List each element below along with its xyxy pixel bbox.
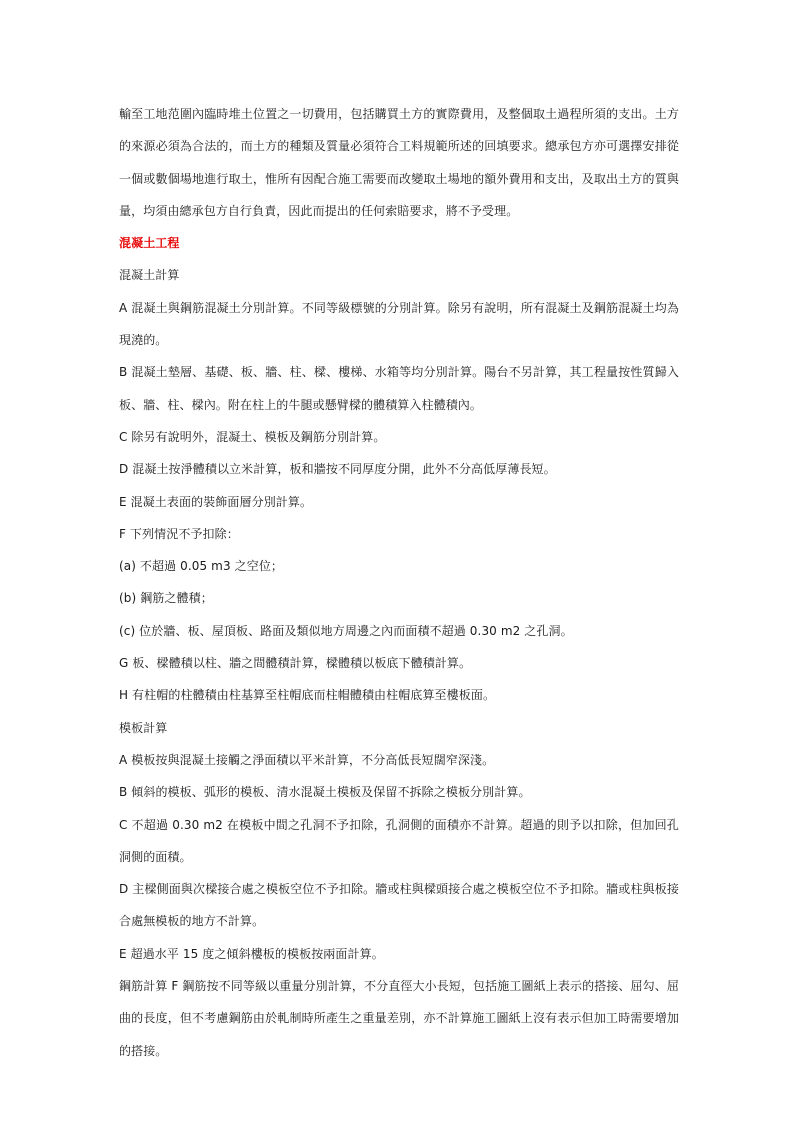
clause-concrete-d: D 混凝土按淨體積以立米計算，板和牆按不同厚度分開，此外不分高低厚薄長短。: [119, 462, 556, 477]
clause-concrete-h: H 有柱帽的柱體積由柱基算至柱帽底而柱帽體積由柱帽底算至樓板面。: [119, 688, 496, 703]
section-heading-concrete-works: 混凝土工程: [119, 236, 180, 251]
document-body: [119, 98, 679, 1067]
clause-concrete-a: A 混凝土與鋼筋混凝土分別計算。不同等級標號的分別計算。除另有說明，所有混凝土及鋼筋混凝土均為現澆的。: [119, 300, 679, 348]
clause-concrete-f-item-a: (a) 不超過 0.05 m3 之空位；: [119, 559, 284, 574]
clause-concrete-e: E 混凝土表面的裝飾面層分別計算。: [119, 494, 313, 509]
clause-formwork-b: B 傾斜的模板、弧形的模板、清水混凝土模板及保留不拆除之模板分別計算。: [119, 785, 531, 800]
clause-concrete-f-item-c: (c) 位於牆、板、屋頂板、路面及類似地方周邊之內而面積不超過 0.30 m2 之孔洞。: [119, 623, 573, 638]
clause-formwork-e: E 超過水平 15 度之傾斜樓板的模板按兩面計算。: [119, 946, 384, 961]
clause-concrete-c: C 除另有說明外，混凝土、模板及鋼筋分別計算。: [119, 429, 386, 444]
subheading-formwork-calculation: 模板計算: [119, 720, 168, 735]
subheading-concrete-calculation: 混凝土計算: [119, 268, 180, 283]
clause-concrete-g: G 板、樑體積以柱、牆之間體積計算，樑體積以板底下體積計算。: [119, 656, 472, 671]
paragraph-earthwork-cost: 輸至工地范圍內臨時堆土位置之一切費用，包括購買土方的實際費用，及整個取土過程所須的支出。土方的來源必須為合法的，而土方的種類及質量必須符合工料規範所述的回填要求。總承包方亦可選擇安排從一個或數個場地進行取土，惟所有因配合施工需要而改變取土場地的額外費用和支出，及取出土方的質與量，均須由總承包方自行負責，因此而提出的任何索賠要求，將不予受理。: [119, 107, 679, 218]
clause-formwork-c: C 不超過 0.30 m2 在模板中間之孔洞不予扣除，孔洞側的面積亦不計算。超過的則予以扣除，但加回孔洞側的面積。: [119, 817, 679, 864]
clause-concrete-f-item-b: (b) 鋼筋之體積；: [119, 591, 213, 606]
clause-rebar-calculation: 鋼筋計算 F 鋼筋按不同等級以重量分別計算，不分直徑大小長短，包括施工圖紙上表示的搭接、屈勾、屈曲的長度，但不考慮鋼筋由於軋制時所產生之重量差別，亦不計算施工圖紙上沒有表示但加工時需要增加的搭接。: [119, 979, 679, 1058]
clause-concrete-f: F 下列情況不予扣除：: [119, 526, 239, 541]
clause-concrete-b: B 混凝土墊層、基礎、板、牆、柱、樑、樓梯、水箱等均分別計算。陽台不另計算，其工程量按性質歸入板、牆、柱、樑內。附在柱上的牛腿或懸臂樑的體積算入柱體積內。: [119, 365, 679, 412]
clause-formwork-a: A 模板按與混凝土接觸之淨面積以平米計算，不分高低長短闊窄深淺。: [119, 752, 495, 767]
clause-formwork-d: D 主樑側面與次樑接合處之模板空位不予扣除。牆或柱與樑頭接合處之模板空位不予扣除。牆或柱與板接合處無模板的地方不計算。: [119, 882, 679, 929]
